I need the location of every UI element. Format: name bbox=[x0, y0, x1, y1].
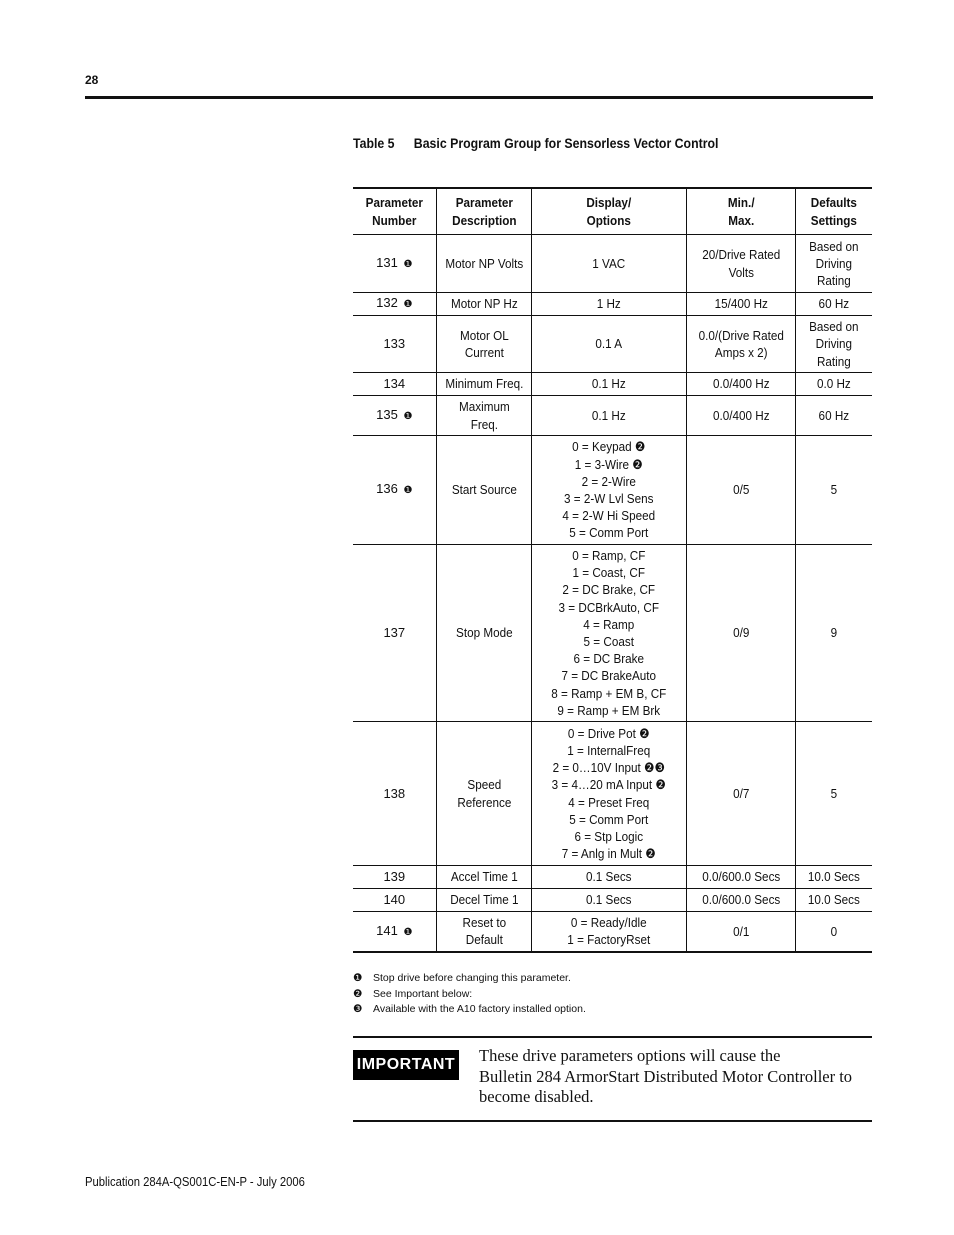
parameter-description-cell bbox=[436, 889, 532, 912]
column-header-line: Options bbox=[586, 212, 632, 228]
parameter-description-cell bbox=[436, 235, 532, 293]
display-options-line: 1 = InternalFreq bbox=[567, 742, 651, 758]
display-options-cell bbox=[532, 912, 687, 952]
column-header-line: Display/ bbox=[586, 195, 632, 211]
display-options-line: 9 = Ramp + EM Brk bbox=[557, 702, 661, 718]
parameter-description-cell bbox=[436, 396, 532, 436]
parameter-description-line: Reset to bbox=[462, 915, 506, 931]
parameter-number: 141 bbox=[376, 922, 398, 938]
column-header-line: Number bbox=[372, 212, 417, 228]
display-options-line: 1 Hz bbox=[596, 296, 622, 312]
footnote-marker: ❶ bbox=[403, 410, 413, 422]
default-setting-line: Based on bbox=[809, 238, 859, 254]
display-options-line: 7 = DC BrakeAuto bbox=[561, 668, 657, 684]
important-text-line: Bulletin 284 ArmorStart Distributed Motor Controller to bbox=[479, 1066, 853, 1086]
default-setting-line: Based on bbox=[809, 319, 859, 335]
table-body bbox=[353, 235, 872, 952]
parameter-number: 135 bbox=[376, 406, 398, 422]
table-row bbox=[353, 722, 872, 866]
default-setting-cell bbox=[796, 316, 872, 373]
display-options-line: 0 = Ready/Idle bbox=[571, 915, 647, 931]
parameter-description-line: Maximum bbox=[458, 399, 510, 415]
display-options-line: 0.1 A bbox=[595, 336, 623, 352]
important-bottom-rule bbox=[353, 1120, 872, 1122]
parameter-number-cell bbox=[353, 396, 436, 436]
parameter-description-line: Minimum Freq. bbox=[444, 376, 523, 392]
min-max-line: 0/9 bbox=[732, 625, 750, 641]
parameter-number-cell bbox=[353, 912, 436, 952]
min-max-line: 0.0/(Drive Rated bbox=[698, 327, 784, 343]
column-header-line: Description bbox=[451, 212, 517, 228]
table-row bbox=[353, 293, 872, 316]
default-setting-cell bbox=[796, 396, 872, 436]
parameter-description-cell bbox=[436, 722, 532, 866]
default-setting-line: 9 bbox=[830, 625, 838, 641]
min-max-line: 0/7 bbox=[732, 785, 750, 801]
display-options-line: 0 = Drive Pot ❷ bbox=[568, 725, 650, 741]
footnote bbox=[353, 1002, 586, 1018]
table-caption-title: Basic Program Group for Sensorless Vector Control bbox=[413, 135, 719, 151]
default-setting-line: Driving bbox=[815, 255, 853, 271]
display-options-cell bbox=[532, 722, 687, 866]
parameter-description-cell bbox=[436, 545, 532, 722]
parameter-description-line: Motor OL bbox=[459, 327, 509, 343]
default-setting-cell bbox=[796, 889, 872, 912]
min-max-cell bbox=[686, 866, 796, 889]
default-setting-line: Driving bbox=[815, 336, 853, 352]
table-row bbox=[353, 889, 872, 912]
min-max-cell bbox=[686, 396, 796, 436]
display-options-line: 4 = Preset Freq bbox=[568, 794, 650, 810]
display-options-cell bbox=[532, 866, 687, 889]
default-setting-line: 0.0 Hz bbox=[817, 376, 852, 392]
table-row bbox=[353, 373, 872, 396]
important-label: IMPORTANT bbox=[353, 1050, 459, 1080]
footnotes bbox=[353, 971, 586, 1018]
table-header-row bbox=[353, 188, 872, 235]
min-max-line: 0.0/400 Hz bbox=[712, 376, 770, 392]
table-row bbox=[353, 545, 872, 722]
footnote-marker: ❶ bbox=[403, 299, 413, 311]
display-options-line: 6 = DC Brake bbox=[573, 651, 645, 667]
important-text bbox=[479, 1046, 879, 1108]
min-max-line: 20/Drive Rated bbox=[702, 247, 781, 263]
min-max-line: 15/400 Hz bbox=[714, 296, 768, 312]
table-caption-number: Table 5 bbox=[353, 135, 395, 151]
parameter-number: 136 bbox=[376, 481, 398, 497]
min-max-line: 0/1 bbox=[732, 923, 750, 939]
table-caption bbox=[353, 135, 718, 151]
column-header-line: Settings bbox=[811, 212, 858, 228]
min-max-line: 0.0/400 Hz bbox=[712, 407, 770, 423]
display-options-cell bbox=[532, 235, 687, 293]
page-number: 28 bbox=[85, 73, 99, 87]
table-row bbox=[353, 436, 872, 545]
display-options-line: 4 = Ramp bbox=[583, 616, 635, 632]
display-options-line: 1 = 3-Wire ❷ bbox=[575, 456, 644, 472]
parameter-description-cell bbox=[436, 912, 532, 952]
display-options-line: 0.1 Hz bbox=[592, 407, 626, 423]
display-options-cell bbox=[532, 436, 687, 545]
parameter-number: 138 bbox=[383, 785, 406, 801]
display-options-line: 4 = 2-W Hi Speed bbox=[562, 508, 656, 524]
header-rule bbox=[85, 96, 873, 99]
default-setting-line: 5 bbox=[830, 785, 838, 801]
parameter-number-cell bbox=[353, 293, 436, 316]
display-options-line: 0 = Ramp, CF bbox=[572, 547, 646, 563]
min-max-cell bbox=[686, 293, 796, 316]
table-row bbox=[353, 235, 872, 293]
parameter-description-line: Motor NP Volts bbox=[445, 255, 523, 271]
footnote-marker: ❸ bbox=[353, 1003, 363, 1015]
default-setting-line: 10.0 Secs bbox=[808, 892, 861, 908]
min-max-cell bbox=[686, 545, 796, 722]
parameter-number: 132 bbox=[376, 295, 398, 311]
display-options-cell bbox=[532, 545, 687, 722]
default-setting-cell bbox=[796, 436, 872, 545]
display-options-line: 2 = 2-Wire bbox=[581, 473, 637, 489]
footnote-marker: ❶ bbox=[403, 258, 413, 270]
table-row bbox=[353, 316, 872, 373]
important-text-line: These drive parameters options will cause the bbox=[479, 1046, 781, 1065]
display-options-line: 1 = Coast, CF bbox=[572, 565, 646, 581]
default-setting-line: 10.0 Secs bbox=[808, 869, 861, 885]
parameter-description-cell bbox=[436, 316, 532, 373]
parameter-number: 140 bbox=[383, 892, 406, 908]
display-options-line: 0.1 Secs bbox=[586, 869, 632, 885]
default-setting-cell bbox=[796, 235, 872, 293]
default-setting-cell bbox=[796, 373, 872, 396]
parameter-description-line: Speed bbox=[467, 777, 501, 793]
parameter-number: 134 bbox=[383, 376, 406, 392]
parameter-description-line: Stop Mode bbox=[455, 625, 513, 641]
display-options-line: 3 = 2-W Lvl Sens bbox=[564, 491, 654, 506]
min-max-cell bbox=[686, 373, 796, 396]
parameter-description-cell bbox=[436, 293, 532, 316]
column-header bbox=[532, 188, 687, 235]
footnote-marker: ❶ bbox=[403, 926, 413, 938]
min-max-cell bbox=[686, 912, 796, 952]
parameter-description-line: Accel Time 1 bbox=[450, 869, 518, 885]
footnote-marker: ❶ bbox=[353, 972, 363, 984]
parameter-description-line: Freq. bbox=[470, 416, 498, 432]
column-header-line: Parameter bbox=[365, 195, 423, 211]
parameter-description-cell bbox=[436, 373, 532, 396]
min-max-cell bbox=[686, 316, 796, 373]
parameter-description-line: Motor NP Hz bbox=[450, 296, 518, 312]
parameter-table bbox=[353, 187, 872, 953]
parameter-number-cell bbox=[353, 889, 436, 912]
footnote-marker: ❷ bbox=[353, 987, 363, 1000]
important-text-line: become disabled. bbox=[479, 1087, 594, 1106]
footnote-text: Available with the A10 factory installed option. bbox=[373, 1003, 586, 1015]
min-max-line: 0/5 bbox=[732, 482, 750, 498]
column-header-line: Min./ bbox=[727, 195, 755, 211]
parameter-number-cell bbox=[353, 373, 436, 396]
display-options-line: 0 = Keypad ❷ bbox=[572, 439, 646, 455]
table-row bbox=[353, 912, 872, 952]
column-header-line: Parameter bbox=[455, 195, 513, 211]
display-options-line: 1 = FactoryRset bbox=[567, 932, 651, 948]
display-options-line: 2 = DC Brake, CF bbox=[562, 582, 656, 598]
default-setting-cell bbox=[796, 293, 872, 316]
display-options-line: 8 = Ramp + EM B, CF bbox=[551, 685, 667, 701]
display-options-cell bbox=[532, 373, 687, 396]
parameter-description-line: Start Source bbox=[451, 482, 517, 498]
display-options-line: 3 = 4…20 mA Input ❷ bbox=[551, 777, 667, 793]
display-options-cell bbox=[532, 293, 687, 316]
parameter-number-cell bbox=[353, 436, 436, 545]
column-header bbox=[796, 188, 872, 235]
parameter-description-cell bbox=[436, 866, 532, 889]
parameter-number-cell bbox=[353, 722, 436, 866]
display-options-line: 5 = Comm Port bbox=[569, 811, 649, 827]
display-options-line: 2 = 0…10V Input ❷❸ bbox=[552, 760, 666, 776]
parameter-description-line: Current bbox=[464, 345, 504, 360]
parameter-number: 139 bbox=[383, 869, 406, 885]
display-options-line: 3 = DCBrkAuto, CF bbox=[558, 599, 660, 615]
column-header bbox=[353, 188, 436, 235]
table-row bbox=[353, 866, 872, 889]
column-header-line: Defaults bbox=[811, 195, 858, 211]
default-setting-line: Rating bbox=[817, 353, 852, 369]
default-setting-line: 60 Hz bbox=[818, 407, 850, 423]
min-max-cell bbox=[686, 722, 796, 866]
footnote bbox=[353, 987, 586, 1003]
default-setting-line: 60 Hz bbox=[818, 296, 850, 312]
important-top-rule bbox=[353, 1036, 872, 1038]
footnote-text: Stop drive before changing this parameter. bbox=[373, 972, 571, 984]
display-options-cell bbox=[532, 396, 687, 436]
display-options-cell bbox=[532, 316, 687, 373]
footnote-text: See Important below: bbox=[373, 987, 473, 1000]
column-header-line: Max. bbox=[728, 212, 755, 228]
display-options-line: 1 VAC bbox=[592, 255, 626, 271]
default-setting-cell bbox=[796, 866, 872, 889]
table-row bbox=[353, 396, 872, 436]
min-max-line: 0.0/600.0 Secs bbox=[702, 869, 781, 885]
column-header bbox=[436, 188, 532, 235]
parameter-description-line: Default bbox=[465, 932, 503, 948]
default-setting-cell bbox=[796, 722, 872, 866]
min-max-line: Amps x 2) bbox=[714, 345, 768, 360]
parameter-description-cell bbox=[436, 436, 532, 545]
display-options-line: 6 = Stp Logic bbox=[574, 828, 644, 844]
min-max-line: Volts bbox=[728, 264, 754, 280]
parameter-number: 137 bbox=[383, 625, 406, 641]
parameter-number: 133 bbox=[383, 336, 406, 352]
parameter-description-line: Reference bbox=[456, 794, 511, 810]
display-options-cell bbox=[532, 889, 687, 912]
default-setting-line: 5 bbox=[830, 482, 838, 498]
column-header bbox=[686, 188, 796, 235]
default-setting-cell bbox=[796, 912, 872, 952]
publication-footer: Publication 284A-QS001C-EN-P - July 2006 bbox=[85, 1175, 305, 1189]
footnote-marker: ❶ bbox=[403, 485, 413, 497]
min-max-cell bbox=[686, 436, 796, 545]
parameter-description-line: Decel Time 1 bbox=[449, 892, 519, 908]
display-options-line: 0.1 Secs bbox=[586, 892, 632, 908]
parameter-number-cell bbox=[353, 235, 436, 293]
display-options-line: 7 = Anlg in Mult ❷ bbox=[561, 846, 657, 862]
default-setting-cell bbox=[796, 545, 872, 722]
min-max-line: 0.0/600.0 Secs bbox=[702, 892, 781, 908]
default-setting-line: Rating bbox=[817, 273, 852, 289]
footnote bbox=[353, 971, 586, 987]
parameter-number-cell bbox=[353, 316, 436, 373]
parameter-number: 131 bbox=[376, 254, 398, 270]
display-options-line: 0.1 Hz bbox=[592, 376, 626, 392]
default-setting-line: 0 bbox=[830, 923, 838, 939]
min-max-cell bbox=[686, 889, 796, 912]
display-options-line: 5 = Comm Port bbox=[569, 525, 649, 541]
parameter-number-cell bbox=[353, 866, 436, 889]
display-options-line: 5 = Coast bbox=[583, 634, 635, 649]
min-max-cell bbox=[686, 235, 796, 293]
parameter-number-cell bbox=[353, 545, 436, 722]
